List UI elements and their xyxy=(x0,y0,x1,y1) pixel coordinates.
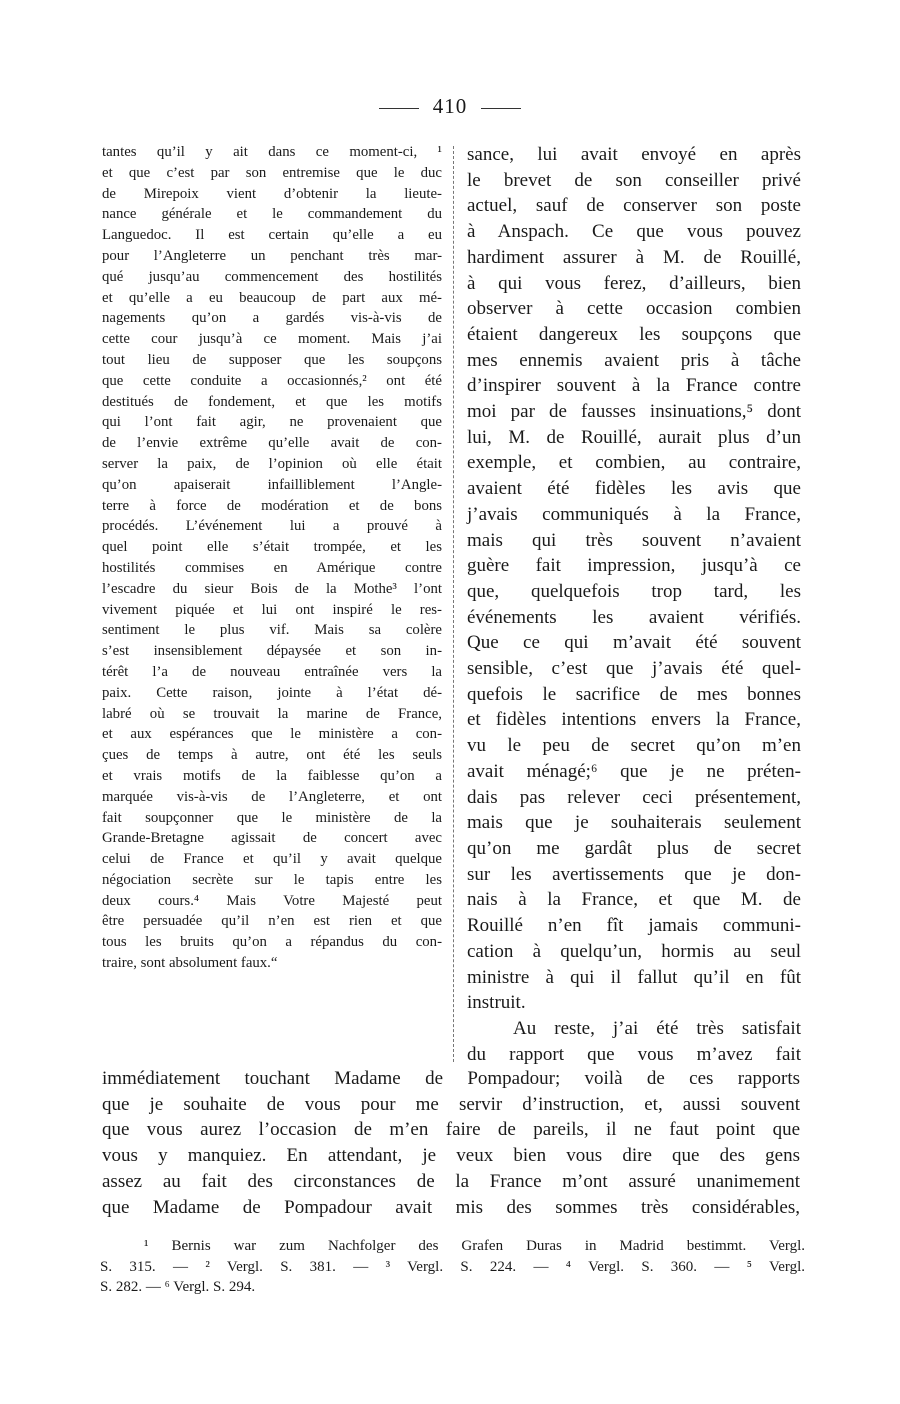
text-line: nance générale et le commandement du xyxy=(102,206,442,223)
text-line: sensible, c’est que j’avais été quel- xyxy=(467,658,801,680)
text-line: de l’envie extrême qu’elle avait de con- xyxy=(102,435,442,452)
text-line: assez au fait des circonstances de la France m’ont assuré unanimement xyxy=(102,1170,800,1192)
text-line: traire, sont absolument faux.“ xyxy=(102,955,278,972)
text-line: Grande-Bretagne agissait de concert avec xyxy=(102,830,442,847)
text-line: hardiment assurer à M. de Rouillé, xyxy=(467,246,801,268)
text-line: que vous aurez l’occasion de m’en faire de pareils, il ne faut point que xyxy=(102,1119,800,1141)
text-line: à qui vous ferez, d’ailleurs, bien xyxy=(467,272,801,294)
text-line: Languedoc. Il est certain qu’elle a eu xyxy=(102,227,442,244)
text-line: et vrais motifs de la faiblesse qu’on a xyxy=(102,767,442,784)
text-line: étaient dangereux les soupçons que xyxy=(467,323,801,345)
text-line: et fidèles intentions envers la France, xyxy=(467,709,801,731)
text-line: mais que je souhaiterais seulement xyxy=(467,812,801,834)
text-line: labré où se trouvait la marine de France, xyxy=(102,705,442,722)
full-width-text xyxy=(102,1066,800,1220)
text-line: actuel, sauf de conserver son poste xyxy=(467,195,801,217)
text-line: destitués de fondement, et que les motifs xyxy=(102,393,442,410)
text-line: que, quelquefois trop tard, les xyxy=(467,580,801,602)
paragraph-line: du rapport que vous m’avez fait xyxy=(467,1043,801,1065)
text-line: térêt l’a de nouveau entraînée vers la xyxy=(102,663,442,680)
text-line: marquée vis-à-vis de l’Angleterre, et ont xyxy=(102,788,442,805)
text-line: deux cours.⁴ Mais Votre Majesté peut xyxy=(102,892,442,909)
text-line: quel point elle s’était trompée, et les xyxy=(102,539,442,556)
text-line: qui l’ont fait agir, ne provenaient que xyxy=(102,414,442,431)
text-line: que cette conduite a occasionnés,² ont été xyxy=(102,372,442,389)
footnotes xyxy=(100,1236,805,1298)
text-line: hostilités commises en Amérique contre xyxy=(102,559,442,576)
text-line: le brevet de son conseiller privé xyxy=(467,169,801,191)
footnote-line: ¹ Bernis war zum Nachfolger des Grafen Duras in Madrid bestimmt. Vergl. xyxy=(144,1238,805,1254)
text-line: qué jusqu’au commencement des hostilités xyxy=(102,268,442,285)
column-divider xyxy=(453,146,454,1062)
text-line: observer à cette occasion combien xyxy=(467,298,801,320)
text-line: instruit. xyxy=(467,992,526,1014)
text-line: Que ce qui m’avait été souvent xyxy=(467,632,801,654)
text-line: cette cour jusqu’à ce moment. Mais j’ai xyxy=(102,331,442,348)
text-line: pour l’Angleterre un penchant très mar- xyxy=(102,247,442,264)
text-line: sentiment le plus vif. Mais sa colère xyxy=(102,622,442,639)
text-line: ministre à qui il fallut qu’il en fût xyxy=(467,966,801,988)
text-line: vous y manquiez. En attendant, je veux bien vous dire que des gens xyxy=(102,1145,800,1167)
text-line: s’est insensiblement dépaysée et son in- xyxy=(102,643,442,660)
text-line: avait ménagé;⁶ que je ne préten- xyxy=(467,760,801,782)
text-line: nais à la France, et que M. de xyxy=(467,889,801,911)
text-line: avaient été fidèles les avis que xyxy=(467,478,801,500)
text-line: qu’on me gardât plus de secret xyxy=(467,837,801,859)
footnote-line: S. 282. — ⁶ Vergl. S. 294. xyxy=(100,1279,256,1295)
page-number-text: 410 xyxy=(432,94,468,118)
text-line: qu’on apaiserait infailliblement l’Angle- xyxy=(102,476,442,493)
text-line: server la paix, de l’opinion où elle était xyxy=(102,455,442,472)
footnote-line: S. 315. — ² Vergl. S. 381. — ³ Vergl. S. 224. — ⁴ Vergl. S. 360. — ⁵ Vergl. xyxy=(100,1258,805,1275)
text-line: paix. Cette raison, jointe à l’état dé- xyxy=(102,684,442,701)
page-number xyxy=(0,94,900,119)
text-line: fait soupçonner que le ministère de la xyxy=(102,809,442,826)
text-line: être persuadée qu’il n’en est rien et que xyxy=(102,913,442,930)
text-line: que Madame de Pompadour avait mis des sommes très considérables, xyxy=(102,1196,800,1218)
header-rule-left xyxy=(379,108,419,109)
text-line: tous les bruits qu’on a répandus du con- xyxy=(102,934,442,951)
text-line: nagements qu’on a gardés vis-à-vis de xyxy=(102,310,442,327)
text-line: cation à quelqu’un, hormis au seul xyxy=(467,940,801,962)
right-column xyxy=(467,142,801,1067)
text-line: d’inspirer souvent à la France contre xyxy=(467,375,801,397)
text-line: tantes qu’il y ait dans ce moment-ci, ¹ xyxy=(102,144,442,160)
text-line: événements les avaient vérifiés. xyxy=(467,606,801,628)
text-line: sur les avertissements que je don- xyxy=(467,863,801,885)
text-line: lui, M. de Rouillé, aurait plus d’un xyxy=(467,426,801,448)
paragraph-line: Au reste, j’ai été très satisfait xyxy=(513,1017,801,1039)
text-line: que je souhaite de vous pour me servir d’instruction, et, aussi souvent xyxy=(102,1093,800,1115)
text-line: vu le peu de secret qu’on m’en xyxy=(467,735,801,757)
text-line: de Mirepoix vient d’obtenir la lieute- xyxy=(102,185,442,202)
text-line: quefois le sacrifice de mes bonnes xyxy=(467,683,801,705)
text-line: négociation secrète sur le tapis entre les xyxy=(102,871,442,888)
text-line: guère fait impression, jusqu’à ce xyxy=(467,555,801,577)
text-line: et que c’est par son entremise que le duc xyxy=(102,164,442,181)
text-line: mes ennemis avaient pris à tâche xyxy=(467,349,801,371)
text-line: et qu’elle a eu beaucoup de part aux mé- xyxy=(102,289,442,306)
text-line: celui de France et qu’il y avait quelque xyxy=(102,851,442,868)
text-line: çues de temps à autre, ont été les seuls xyxy=(102,747,442,764)
text-line: j’avais communiqués à la France, xyxy=(467,503,801,525)
left-column xyxy=(102,142,442,974)
header-rule-right xyxy=(481,108,521,109)
text-line: sance, lui avait envoyé en après xyxy=(467,144,801,165)
text-line: l’escadre du sieur Bois de la Mothe³ l’ont xyxy=(102,580,442,597)
text-line: terre à force de modération et de bons xyxy=(102,497,442,514)
text-line: vivement piquée et lui ont inspiré le res- xyxy=(102,601,442,618)
text-line: Rouillé n’en fît jamais communi- xyxy=(467,915,801,937)
text-line: moi par de fausses insinuations,⁵ dont xyxy=(467,401,801,423)
text-line: mais qui très souvent n’avaient xyxy=(467,529,801,551)
text-line: exemple, et combien, au contraire, xyxy=(467,452,801,474)
text-line: dais pas relever ceci présentement, xyxy=(467,786,801,808)
text-line: à Anspach. Ce que vous pouvez xyxy=(467,221,801,243)
text-line: et aux espérances que le ministère a con- xyxy=(102,726,442,743)
text-line: tout lieu de supposer que les soupçons xyxy=(102,351,442,368)
text-line: procédés. L’événement lui a prouvé à xyxy=(102,518,442,535)
text-line: immédiatement touchant Madame de Pompadour; voilà de ces rapports xyxy=(102,1068,800,1089)
